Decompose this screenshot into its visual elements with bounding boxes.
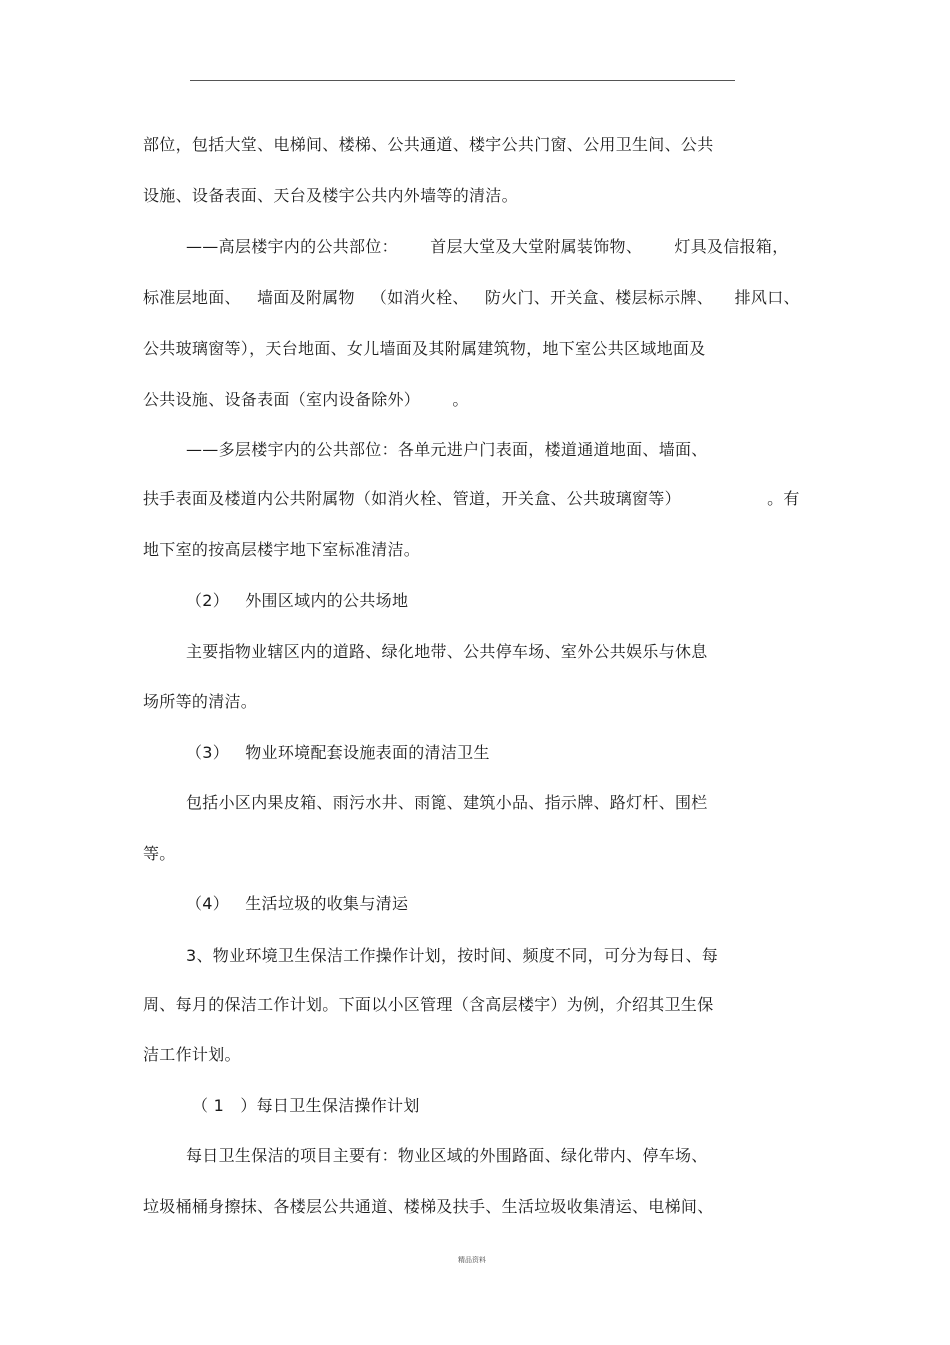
text-line: 扶手表面及楼道内公共附属物（如消火栓、管道，开关盒、公共玻璃窗等） 。有 [143,489,800,508]
text-line: 部位，包括大堂、电梯间、楼梯、公共通道、楼宇公共门窗、公用卫生间、公共 [143,135,714,154]
header-rule [190,80,735,81]
text-line: 每日卫生保洁的项目主要有：物业区域的外围路面、绿化带内、停车场、 [186,1146,708,1165]
page-footer: 精品资料 [458,1256,486,1264]
text-line: 标准层地面、 墙面及附属物 （如消火栓、 防火门、开关盒、楼层标示牌、 排风口、 [143,288,800,307]
text-line: 等。 [143,844,176,863]
text-line: 包括小区内果皮箱、雨污水井、雨篦、建筑小品、指示牌、路灯杆、围栏 [186,793,708,812]
text-line: 公共玻璃窗等），天台地面、女儿墙面及其附属建筑物，地下室公共区域地面及 [143,339,706,358]
text-line: 主要指物业辖区内的道路、绿化地带、公共停车场、室外公共娱乐与休息 [186,642,708,661]
text-line: 洁工作计划。 [143,1045,241,1064]
section-heading: （3） 物业环境配套设施表面的清洁卫生 [186,743,490,762]
text-line: 公共设施、设备表面（室内设备除外） 。 [143,390,469,409]
text-line: 垃圾桶桶身擦抹、各楼层公共通道、楼梯及扶手、生活垃圾收集清运、电梯间、 [143,1197,714,1216]
text-line: ——多层楼宇内的公共部位：各单元进户门表面，楼道通道地面、墙面、 [186,440,708,459]
text-line: 周、每月的保洁工作计划。下面以小区管理（含高层楼宇）为例，介绍其卫生保 [143,995,714,1014]
text-line: 设施、设备表面、天台及楼宇公共内外墙等的清洁。 [143,186,518,205]
text-line: ——高层楼宇内的公共部位： 首层大堂及大堂附属装饰物、 灯具及信报箱， [186,237,789,256]
text-line: 3、物业环境卫生保洁工作操作计划，按时间、频度不同，可分为每日、每 [186,946,719,965]
section-heading: （4） 生活垃圾的收集与清运 [186,894,409,913]
text-line: 场所等的清洁。 [143,692,258,711]
text-line: 地下室的按高层楼宇地下室标准清洁。 [143,540,421,559]
section-heading: （2） 外围区域内的公共场地 [186,591,409,610]
section-heading: （ 1 ）每日卫生保洁操作计划 [192,1096,420,1115]
